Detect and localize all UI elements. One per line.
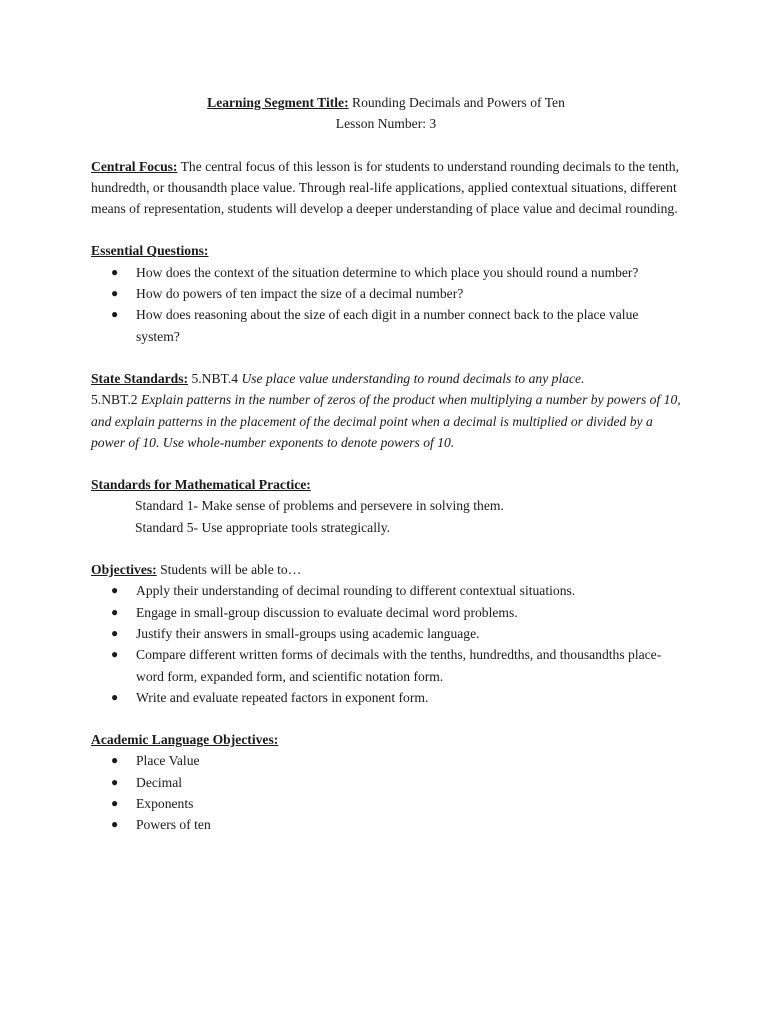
state-standards-label: State Standards: bbox=[91, 370, 189, 386]
list-item: ● Place Value bbox=[91, 750, 681, 771]
segment-title-label: Learning Segment Title: bbox=[207, 95, 349, 110]
list-item: ● How does reasoning about the size of each digit in a number connect back to the place value system? bbox=[91, 304, 681, 347]
bullet-icon: ● bbox=[111, 625, 119, 640]
objectives-heading: Objectives: Students will be able to… bbox=[91, 562, 302, 578]
list-item: ● Powers of ten bbox=[91, 814, 681, 835]
academic-language-heading: Academic Language Objectives: bbox=[91, 732, 279, 748]
bullet-icon: ● bbox=[111, 796, 119, 811]
list-item: ● Compare different written forms of decimals with the tenths, hundredths, and thousandths place- word form, expanded form, and scientific notation form. bbox=[91, 644, 681, 687]
list-item: ● How do powers of ten impact the size of a decimal number? bbox=[91, 283, 681, 304]
math-practice-item: Standard 5- Use appropriate tools strategically. bbox=[135, 519, 391, 535]
list-item: ● Exponents bbox=[91, 793, 681, 814]
bullet-icon: ● bbox=[111, 604, 119, 619]
objectives-list bbox=[91, 580, 681, 708]
bullet-icon: ● bbox=[111, 753, 119, 768]
central-focus-text: The central focus of this lesson is for students to understand rounding decimals to the tenth, hundredth, or thousandth place value. Through real-life applications, applied contextual situations, different means of representation, students will develop a deeper understanding of place value and decimal rounding. bbox=[91, 158, 679, 217]
objectives-intro: Students will be able to… bbox=[156, 562, 302, 578]
list-item: ● Decimal bbox=[91, 772, 681, 793]
bullet-icon: ● bbox=[111, 264, 119, 279]
bullet-icon: ● bbox=[111, 647, 119, 662]
bullet-icon: ● bbox=[111, 774, 119, 789]
list-item: ● Justify their answers in small-groups using academic language. bbox=[91, 623, 681, 644]
list-item: ● Apply their understanding of decimal rounding to different contextual situations. bbox=[91, 580, 681, 601]
math-practice-item: Standard 1- Make sense of problems and persevere in solving them. bbox=[135, 498, 504, 514]
list-item: ● How does the context of the situation determine to which place you should round a number? bbox=[91, 262, 681, 283]
list-item: ● Write and evaluate repeated factors in exponent form. bbox=[91, 687, 681, 708]
state-standards-paragraph bbox=[91, 368, 681, 453]
bullet-icon: ● bbox=[111, 583, 119, 598]
academic-language-list bbox=[91, 750, 681, 835]
essential-questions-list bbox=[91, 262, 681, 347]
central-focus-paragraph bbox=[91, 156, 681, 220]
standard-code-2: 5.NBT.2 bbox=[91, 392, 141, 408]
math-practice-heading: Standards for Mathematical Practice: bbox=[91, 477, 311, 493]
lesson-number: Lesson Number: 3 bbox=[335, 116, 437, 132]
standard-text-1: Use place value understanding to round decimals to any place. bbox=[241, 370, 585, 386]
segment-title-line bbox=[91, 92, 681, 113]
segment-title-value: Rounding Decimals and Powers of Ten bbox=[348, 95, 565, 110]
essential-questions-heading: Essential Questions: bbox=[91, 243, 209, 259]
bullet-icon: ● bbox=[111, 286, 119, 301]
list-item: ● Engage in small-group discussion to evaluate decimal word problems. bbox=[91, 602, 681, 623]
standard-code-1: 5.NBT.4 bbox=[188, 370, 242, 386]
document-content bbox=[91, 92, 681, 836]
central-focus-label: Central Focus: bbox=[91, 158, 178, 174]
bullet-icon: ● bbox=[111, 689, 119, 704]
bullet-icon: ● bbox=[111, 307, 119, 322]
bullet-icon: ● bbox=[111, 817, 119, 832]
standard-text-2: Explain patterns in the number of zeros of the product when multiplying a number by powers of 10, and explain patterns in the placement of the decimal point when a decimal is multiplied or divided by a power of 10. Use whole-number exponents to denote powers of 10. bbox=[91, 392, 681, 450]
